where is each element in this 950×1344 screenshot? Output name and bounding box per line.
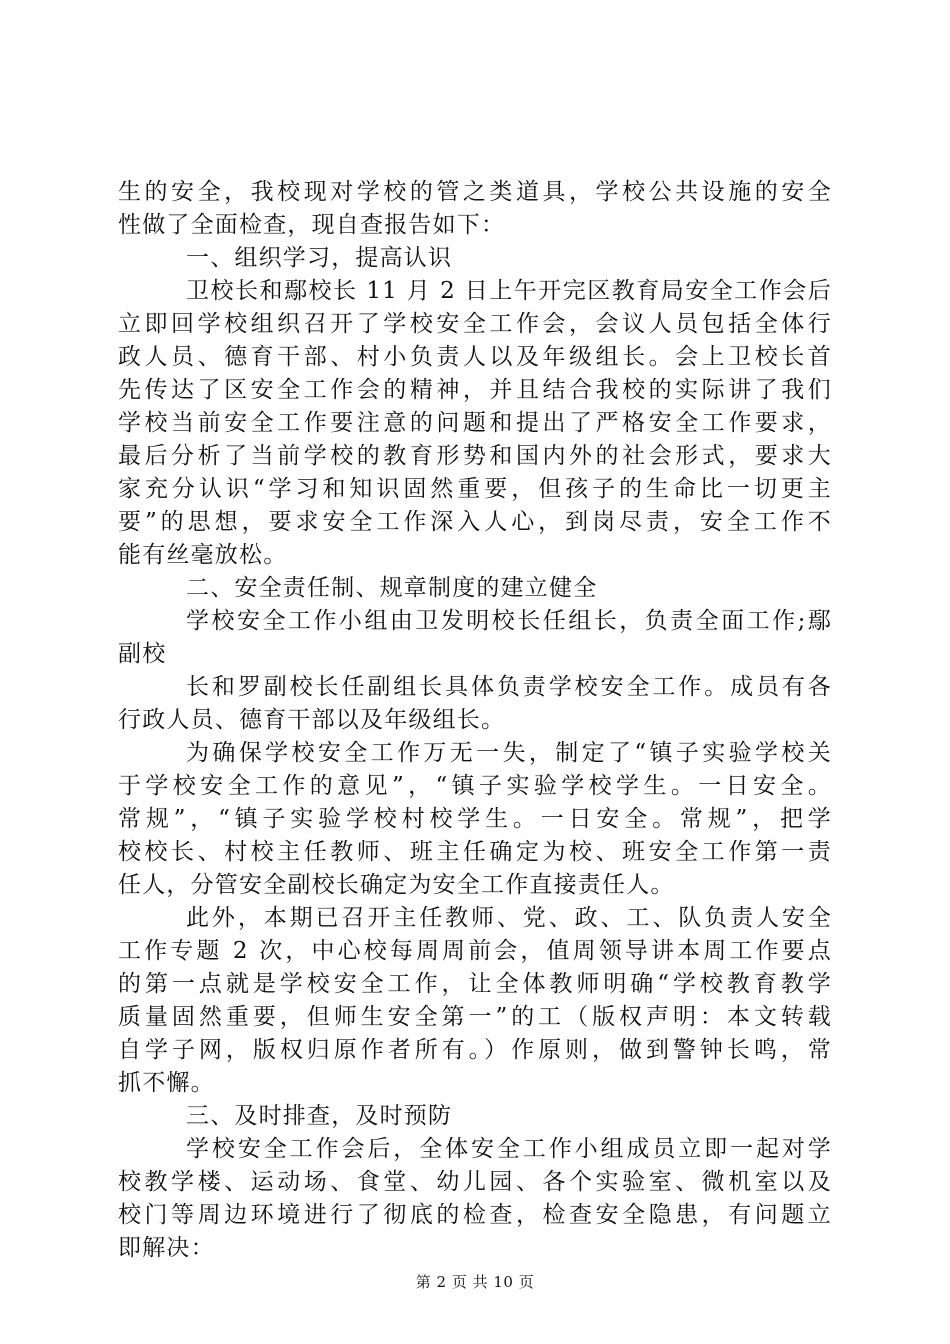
text-line: 校校长、村校主任教师、班主任确定为校、班安全工作第一责 (118, 839, 832, 865)
text-line: 常规”，“镇子实验学校村校学生。一日安全。常规”，把学 (118, 806, 832, 832)
document-body (118, 176, 832, 1265)
text-line: 质量固然重要，但师生安全第一”的工（版权声明：本文转载 (118, 1004, 832, 1030)
text-line: 能有丝毫放松。 (118, 542, 288, 568)
text-line: 学校当前安全工作要注意的问题和提出了严格安全工作要求， (118, 410, 832, 436)
text-line: 为确保学校安全工作万无一失，制定了“镇子实验学校关 (186, 740, 832, 766)
text-line: 二、安全责任制、规章制度的建立健全 (186, 575, 598, 601)
text-line: 即解决： (118, 1235, 215, 1261)
text-line: 副校 (118, 641, 167, 667)
text-line: 政人员、德育干部、村小负责人以及年级组长。会上卫校长首 (118, 344, 832, 370)
text-line: 自学子网，版权归原作者所有。）作原则，做到警钟长鸣，常 (118, 1037, 832, 1063)
text-line: 工作专题 2 次，中心校每周周前会，值周领导讲本周工作要点 (118, 938, 832, 964)
text-line: 性做了全面检查，现自查报告如下： (118, 212, 506, 238)
text-line: 生的安全，我校现对学校的管之类道具，学校公共设施的安全 (118, 179, 832, 205)
text-line: 三、及时排查，及时预防 (186, 1103, 453, 1129)
text-line: 一、组织学习，提高认识 (186, 245, 453, 271)
text-line: 立即回学校组织召开了学校安全工作会，会议人员包括全体行 (118, 311, 832, 337)
text-line: 此外，本期已召开主任教师、党、政、工、队负责人安全 (186, 905, 832, 931)
page-footer: 第 2 页 共 10 页 (415, 1273, 535, 1291)
text-line: 学校安全工作会后，全体安全工作小组成员立即一起对学 (186, 1136, 832, 1162)
text-line: 家充分认识“学习和知识固然重要，但孩子的生命比一切更主 (118, 476, 832, 502)
text-line: 先传达了区安全工作会的精神，并且结合我校的实际讲了我们 (118, 377, 832, 403)
text-line: 校教学楼、运动场、食堂、幼儿园、各个实验室、微机室以及 (118, 1169, 832, 1195)
text-line: 校门等周边环境进行了彻底的检查，检查安全隐患，有问题立 (118, 1202, 832, 1228)
text-line: 的第一点就是学校安全工作，让全体教师明确“学校教育教学 (118, 971, 832, 997)
text-line: 最后分析了当前学校的教育形势和国内外的社会形式，要求大 (118, 443, 832, 469)
text-line: 抓不懈。 (118, 1070, 215, 1096)
text-line: 于学校安全工作的意见”，“镇子实验学校学生。一日安全。 (118, 773, 832, 799)
text-line: 任人，分管安全副校长确定为安全工作直接责任人。 (118, 872, 675, 898)
text-line: 学校安全工作小组由卫发明校长任组长，负责全面工作;鄢 (186, 608, 832, 634)
text-line: 行政人员、德育干部以及年级组长。 (118, 707, 506, 733)
text-line: 要”的思想，要求安全工作深入人心，到岗尽责，安全工作不 (118, 509, 832, 535)
text-line: 卫校长和鄢校长 11 月 2 日上午开完区教育局安全工作会后 (186, 278, 832, 304)
text-line: 长和罗副校长任副组长具体负责学校安全工作。成员有各 (186, 674, 832, 700)
